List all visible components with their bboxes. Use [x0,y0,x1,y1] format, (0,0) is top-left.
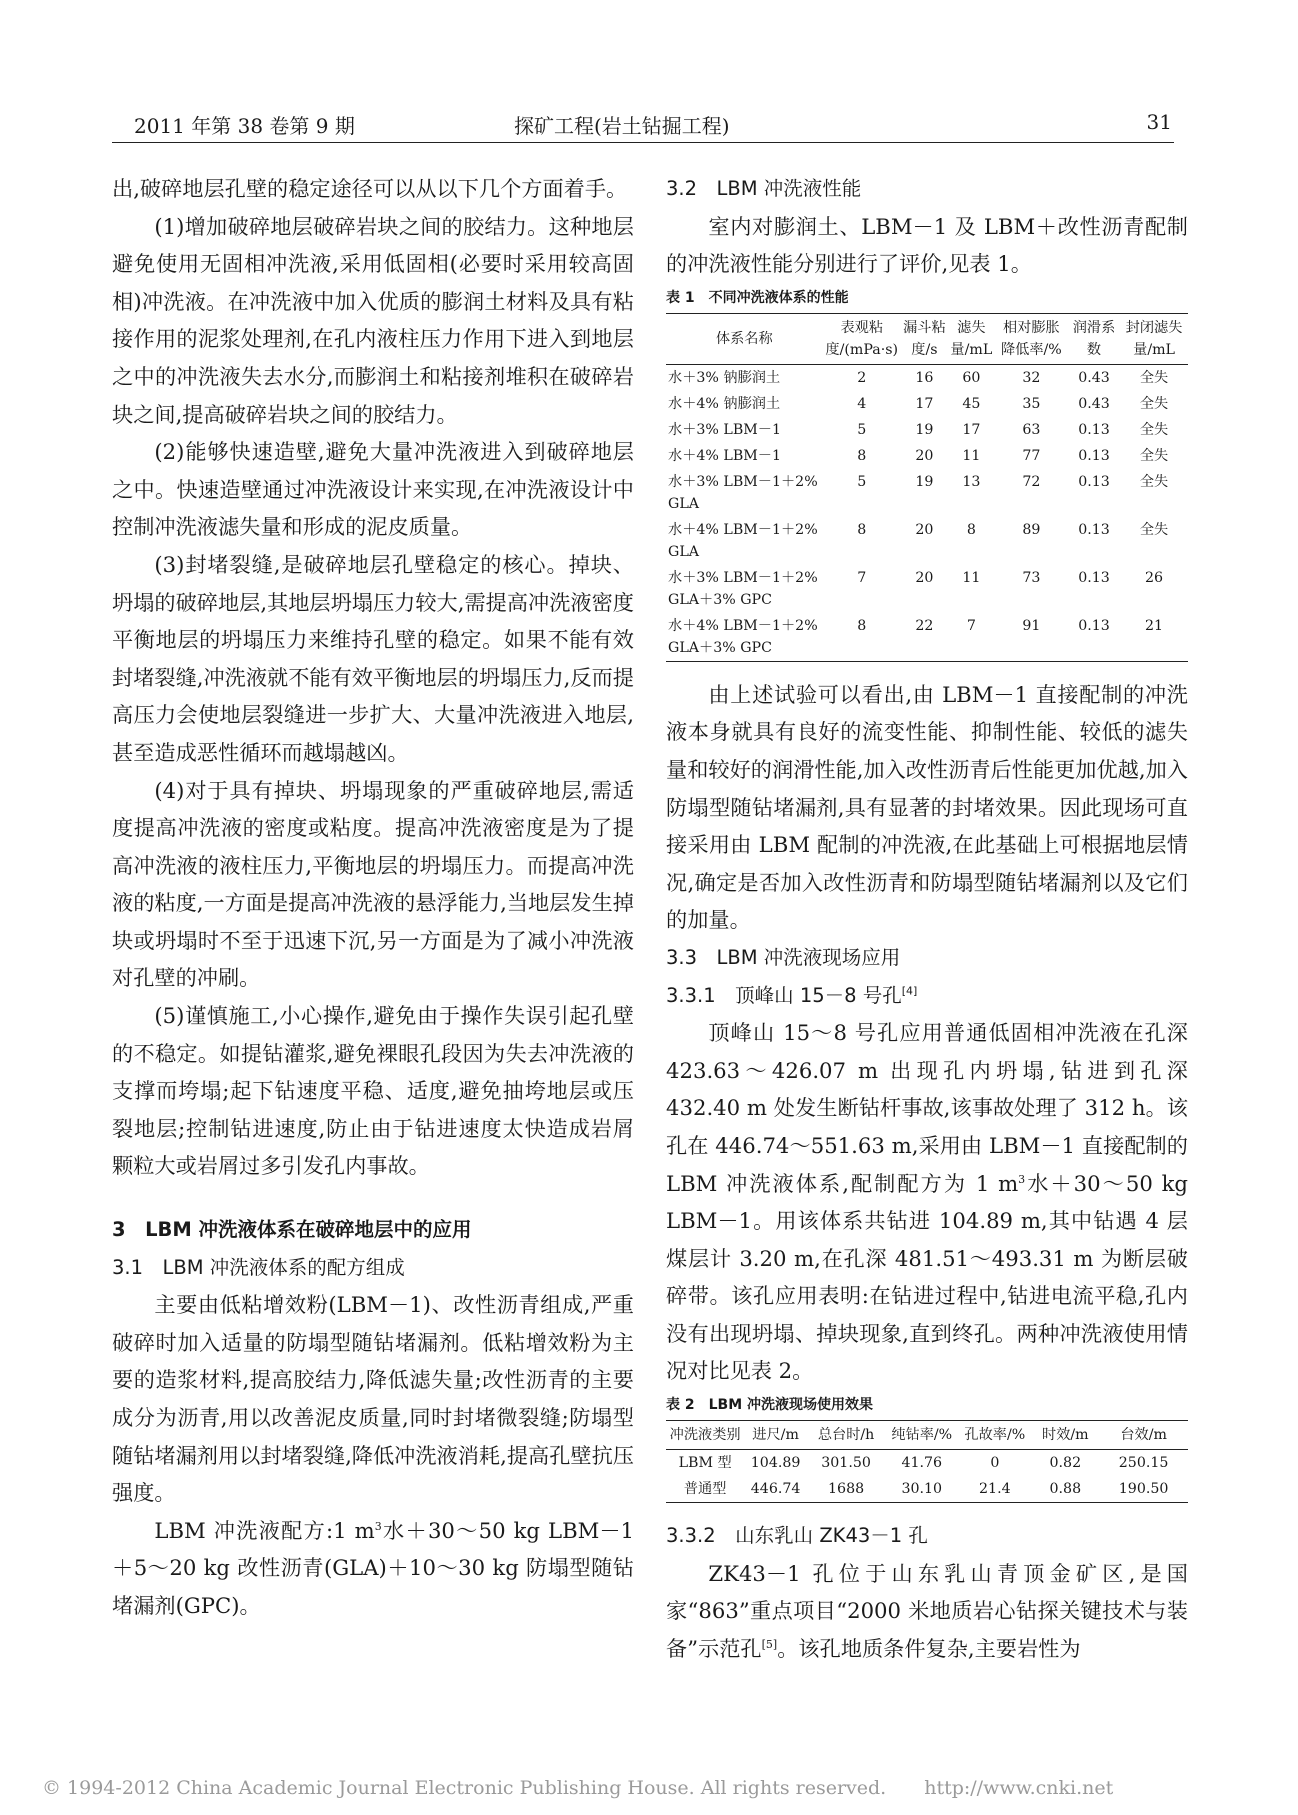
paragraph: (3)封堵裂缝,是破碎地层孔壁稳定的核心。掉块、坍塌的破碎地层,其地层坍塌压力较大,需提高冲洗液密度平衡地层的坍塌压力来维持孔壁的稳定。如果不能有效封堵裂缝,冲洗液就不能有效平衡地层的坍塌压力,反而提高压力会使地层裂缝进一步扩大、大量冲洗液进入地层,甚至造成恶性循环而越塌越凶。 [112,551,634,765]
paragraph: (4)对于具有掉块、坍塌现象的严重破碎地层,需适度提高冲洗液的密度或粘度。提高冲洗液密度是为了提高冲洗液的液柱压力,平衡地层的坍塌压力。而提高冲洗液的粘度,一方面是提高冲洗液的悬浮能力,当地层发生掉块或坍塌时不至于迅速下沉,另一方面是为了减小冲洗液对孔壁的冲刷。 [112,777,634,991]
table-row: 水＋3% LBM－1＋2% GLA＋3% GPC 7 20 11 73 0.13 26 [668,569,1164,608]
citation: [4] [901,984,918,998]
citation: [5] [761,1637,778,1651]
table-caption: 表 2 LBM 冲洗液现场使用效果 [666,1397,874,1414]
table-header: 漏斗粘度/s [901,313,948,364]
table-row: 水＋4% 钠膨润土 4 17 45 35 0.43 全失 [668,395,1169,412]
table-header: 滤失量/mL [948,313,995,364]
paragraph: 顶峰山 15～8 号孔应用普通低固相冲洗液在孔深 423.63～426.07 m 出现孔内坍塌,钻进到孔深 432.40 m 处发生断钻杆事故,该事故处理了 312 h。该孔在 446.74～551.63 m,采用由 LBM－1 直接配制的 LBM 冲洗液体系,配制配方为 1 $m^3$水＋30～50 kg LBM－1。用该体系共钻进 104.89 m,其中钻遇 4 层煤层计 3.20 m,在孔深 481.51～493.31 m 为断层破碎带。该孔应用表明:在钻进过程中,钻进电流平稳,孔内没有出现坍塌、掉块现象,直到终孔。两种冲洗液使用情况对比见表 2。 [666,1020,1188,1384]
table-header: 封闭滤失量/mL [1120,313,1188,364]
paragraph: 出,破碎地层孔壁的稳定途径可以从以下几个方面着手。 [112,176,628,201]
left-column [112,170,634,1625]
paragraph [112,1512,634,1625]
table-header: 冲洗液类别 [666,1421,744,1450]
table-row: 水＋4% LBM－1 8 20 11 77 0.13 全失 [668,447,1169,464]
paragraph: (1)增加破碎地层破碎岩块之间的胶结力。这种地层避免使用无固相冲洗液,采用低固相(必要时采用较高固相)冲洗液。在冲洗液中加入优质的膨润土材料及具有粘接作用的泥浆处理剂,在孔内液柱压力作用下进入到地层之中的冲洗液失去水分,而膨润土和粘接剂堆积在破碎岩块之间,提高破碎岩块之间的胶结力。 [112,213,634,427]
formula-text: 水＋30～50 kg LBM－1＋5～20 kg 改性沥青(GLA)＋10～30 kg 防塌型随钻堵漏剂(GPC)。 [112,1517,635,1618]
table-row: 水＋3% 钠膨润土 2 16 60 32 0.43 全失 [668,369,1169,386]
table-row: LBM 型 104.89 301.50 41.76 0 0.82 250.15 [678,1455,1169,1472]
paragraph: (5)谨慎施工,小心操作,避免由于操作失误引起孔壁的不稳定。如提钻灌浆,避免裸眼孔段因为失去冲洗液的支撑而垮塌;起下钻速度平稳、适度,避免抽垮地层或压裂地层;控制钻进速度,防止由于钻进速度太快造成岩屑颗粒大或岩屑过多引发孔内事故。 [112,1003,634,1179]
paragraph: (2)能够快速造壁,避免大量冲洗液进入到破碎地层之中。快速造壁通过冲洗液设计来实现,在冲洗液设计中控制冲洗液滤失量和形成的泥皮质量。 [112,439,634,540]
right-column [666,170,1188,1667]
table-row: 普通型 446.74 1688 30.10 21.4 0.88 190.50 [683,1481,1169,1498]
page-number: 31 [1146,110,1172,134]
subsection-heading: 3.3 LBM 冲洗液现场应用 [666,945,901,969]
paragraph: 由上述试验可以看出,由 LBM－1 直接配制的冲洗液本身就具有良好的流变性能、抑制性能、较低的滤失量和较好的润滑性能,加入改性沥青后性能更加优越,加入防塌型随钻堵漏剂,具有显著的封堵效果。因此现场可直接采用由 LBM 配制的冲洗液,在此基础上可根据地层情况,确定是否加入改性沥青和防塌型随钻堵漏剂以及它们的加量。 [666,681,1188,933]
table-row: 水＋4% LBM－1＋2% GLA＋3% GPC 8 22 7 91 0.13 21 [668,617,1164,656]
running-header [112,102,1174,143]
superscript: 3 [374,1519,382,1533]
table-header: 相对膨胀降低率/% [995,313,1068,364]
table-header: 进尺/m [744,1421,807,1450]
table-header: 孔故率/% [958,1421,1031,1450]
table-caption: 表 1 不同冲洗液体系的性能 [666,289,849,306]
paragraph: ZK43－1 孔位于山东乳山青顶金矿区,是国家“863”重点项目“2000 米地质岩心钻探关键技术与装备”示范孔[5]。该孔地质条件复杂,主要岩性为 [666,1560,1188,1661]
table-2 [666,1420,1188,1503]
table-header: 纯钻率/% [885,1421,958,1450]
table-row: 水＋4% LBM－1＋2% GLA 8 20 8 89 0.13 全失 [668,521,1169,560]
table-row: 水＋3% LBM－1 5 19 17 63 0.13 全失 [668,421,1169,438]
paragraph: 室内对膨润土、LBM－1 及 LBM＋改性沥青配制的冲洗液性能分别进行了评价,见表 1。 [666,213,1188,277]
subsection-heading: 3.3.2 山东乳山 ZK43－1 孔 [666,1524,928,1548]
section-heading: 3 LBM 冲洗液体系在破碎地层中的应用 [112,1218,472,1242]
table-row: 水＋3% LBM－1＋2% GLA 5 19 13 72 0.13 全失 [668,473,1169,512]
table-header: 体系名称 [666,313,823,364]
table-1 [666,313,1188,662]
table-header: 台效/m [1099,1421,1188,1450]
table-header: 时效/m [1031,1421,1099,1450]
superscript: 3 [1018,1172,1026,1186]
formula-text: LBM 冲洗液配方:1 m [154,1517,375,1543]
subsection-heading: 3.3.1 顶峰山 15－8 号孔[4] [666,983,918,1007]
issue-info: 2011 年第 38 卷第 9 期 [134,114,355,138]
subsection-heading: 3.1 LBM 冲洗液体系的配方组成 [112,1255,405,1279]
subsection-heading: 3.2 LBM 冲洗液性能 [666,177,862,200]
copyright-footer: © 1994-2012 China Academic Journal Electronic Publishing House. All rights reserved. http://www.cnki.net [42,1777,1114,1799]
table-header: 总台时/h [807,1421,885,1450]
journal-title: 探矿工程(岩土钻掘工程) [514,114,730,138]
table-header: 润滑系数 [1068,313,1120,364]
paragraph: 主要由低粘增效粉(LBM－1)、改性沥青组成,严重破碎时加入适量的防塌型随钻堵漏剂。低粘增效粉为主要的造浆材料,提高胶结力,降低滤失量;改性沥青的主要成分为沥青,用以改善泥皮质量,同时封堵微裂缝;防塌型随钻堵漏剂用以封堵裂缝,降低冲洗液消耗,提高孔壁抗压强度。 [112,1292,634,1506]
table-header: 表观粘度/(mPa·s) [823,313,901,364]
